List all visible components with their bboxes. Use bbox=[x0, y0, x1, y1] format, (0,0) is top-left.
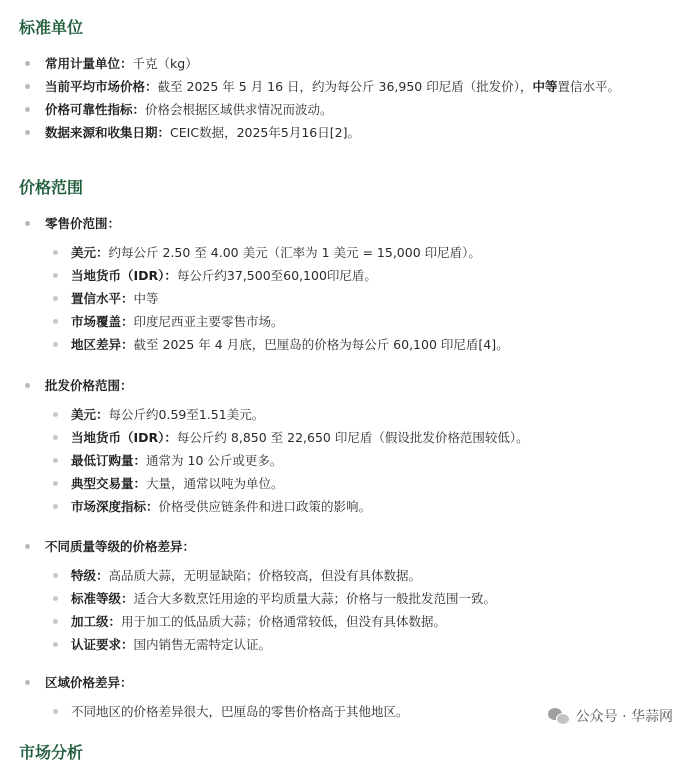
group-title: 不同质量等级的价格差异： bbox=[45, 539, 196, 554]
retail-group bbox=[19, 212, 679, 356]
item-sep: ： bbox=[121, 591, 134, 606]
item-text: 截至 2025 年 4 月底，巴厘岛的价格为每公斤 60,100 印尼盾[4]。 bbox=[133, 337, 509, 352]
item-sep: ： bbox=[121, 337, 134, 352]
item-text: 印度尼西亚主要零售市场。 bbox=[133, 314, 284, 329]
item-sep: ： bbox=[96, 568, 109, 583]
group-item bbox=[19, 212, 679, 356]
item-label: 特级 bbox=[71, 568, 97, 583]
quality-sub-list bbox=[45, 564, 679, 656]
group-item bbox=[19, 535, 679, 656]
list-item bbox=[19, 75, 679, 98]
item-sep: ： bbox=[145, 79, 158, 94]
list-item bbox=[45, 472, 679, 495]
item-text: 用于加工的低品质大蒜；价格通常较低，但没有具体数据。 bbox=[121, 614, 447, 629]
group-title: 区域价格差异： bbox=[45, 675, 133, 690]
section-heading-next: 市场分析 bbox=[19, 743, 84, 762]
list-item bbox=[45, 333, 679, 356]
item-text: 置信水平。 bbox=[557, 79, 621, 94]
item-label: 当前平均市场价格 bbox=[45, 79, 146, 94]
item-sep: ： bbox=[164, 268, 177, 283]
item-sep: ： bbox=[121, 314, 134, 329]
item-text: 不同地区的价格差异很大，巴厘岛的零售价格高于其他地区。 bbox=[71, 704, 409, 719]
list-item bbox=[19, 121, 679, 144]
item-text: 千克（kg） bbox=[132, 56, 198, 71]
item-label: 数据来源和收集日期 bbox=[45, 125, 158, 140]
item-text: 截至 2025 年 5 月 16 日，约为每公斤 36,950 印尼盾（批发价）， bbox=[157, 79, 533, 94]
item-sep: ： bbox=[133, 476, 147, 491]
item-sep: ： bbox=[121, 637, 134, 652]
list-item bbox=[45, 610, 679, 633]
list-item bbox=[19, 98, 679, 121]
list-item bbox=[19, 52, 679, 75]
item-text: 适合大多数烹饪用途的平均质量大蒜；价格与一般批发范围一致。 bbox=[133, 591, 497, 606]
item-label: 美元 bbox=[71, 407, 97, 422]
list-item bbox=[45, 587, 679, 610]
group-title: 零售价范围： bbox=[45, 216, 121, 231]
list-item bbox=[45, 241, 679, 264]
item-label: 地区差异 bbox=[71, 337, 122, 352]
item-label: 标准等级 bbox=[71, 591, 122, 606]
item-text: 每公斤约 8,850 至 22,650 印尼盾（假设批发价格范围较低）。 bbox=[176, 430, 529, 445]
standard-unit-list bbox=[19, 52, 679, 144]
item-text: 中等 bbox=[133, 291, 159, 306]
item-sep: ： bbox=[121, 291, 134, 306]
item-label: 加工级 bbox=[71, 614, 109, 629]
list-item bbox=[45, 287, 679, 310]
item-label: 美元 bbox=[71, 245, 97, 260]
list-item bbox=[45, 264, 679, 287]
item-label: 认证要求 bbox=[71, 637, 122, 652]
item-label: 典型交易量 bbox=[71, 476, 134, 491]
item-sep: ： bbox=[133, 453, 147, 468]
item-sep: ： bbox=[157, 125, 171, 140]
list-item bbox=[45, 495, 679, 518]
item-text: 价格受供应链条件和进口政策的影响。 bbox=[158, 499, 372, 514]
group-title: 批发价格范围： bbox=[45, 378, 133, 393]
item-text: CEIC数据，2025年5月16日[2]。 bbox=[170, 125, 360, 140]
list-item bbox=[45, 403, 679, 426]
item-label: 最低订购量 bbox=[71, 453, 134, 468]
item-text: 国内销售无需特定认证。 bbox=[133, 637, 272, 652]
item-text: 通常为 10 公斤或更多。 bbox=[146, 453, 283, 468]
wechat-icon bbox=[548, 707, 570, 725]
item-label: 当地货币（IDR） bbox=[71, 430, 165, 445]
list-item bbox=[45, 633, 679, 656]
item-sep: ： bbox=[120, 56, 133, 71]
item-label: 价格可靠性指标 bbox=[45, 102, 133, 117]
list-item bbox=[45, 564, 679, 587]
list-item bbox=[45, 449, 679, 472]
wholesale-group bbox=[19, 374, 679, 518]
item-label: 市场深度指标 bbox=[71, 499, 147, 514]
wholesale-sub-list bbox=[45, 403, 679, 518]
watermark bbox=[548, 706, 673, 726]
item-label: 置信水平 bbox=[71, 291, 122, 306]
item-sep: ： bbox=[96, 245, 109, 260]
item-label: 常用计量单位 bbox=[45, 56, 121, 71]
quality-group bbox=[19, 535, 679, 656]
item-text: 每公斤约0.59至1.51美元。 bbox=[108, 407, 265, 422]
group-item bbox=[19, 374, 679, 518]
list-item bbox=[45, 310, 679, 333]
retail-sub-list bbox=[45, 241, 679, 356]
item-text: 每公斤约37,500至60,100印尼盾。 bbox=[176, 268, 377, 283]
list-item bbox=[45, 426, 679, 449]
section-heading-price-range: 价格范围 bbox=[19, 178, 84, 197]
item-text: 价格会根据区域供求情况而波动。 bbox=[145, 102, 333, 117]
item-label: 市场覆盖 bbox=[71, 314, 122, 329]
item-sep: ： bbox=[96, 407, 109, 422]
item-text: 高品质大蒜，无明显缺陷；价格较高，但没有具体数据。 bbox=[108, 568, 422, 583]
item-bold: 中等 bbox=[532, 79, 558, 94]
item-text: 约每公斤 2.50 至 4.00 美元（汇率为 1 美元 = 15,000 印尼盾）。 bbox=[108, 245, 481, 260]
watermark-text: 公众号 · 华蒜网 bbox=[575, 709, 673, 725]
item-label: 当地货币（IDR） bbox=[71, 268, 165, 283]
item-sep: ： bbox=[132, 102, 146, 117]
item-text: 大量，通常以吨为单位。 bbox=[146, 476, 284, 491]
item-sep: ： bbox=[164, 430, 177, 445]
item-sep: ： bbox=[108, 614, 122, 629]
section-heading-standard-unit: 标准单位 bbox=[19, 18, 84, 37]
item-sep: ： bbox=[146, 499, 159, 514]
